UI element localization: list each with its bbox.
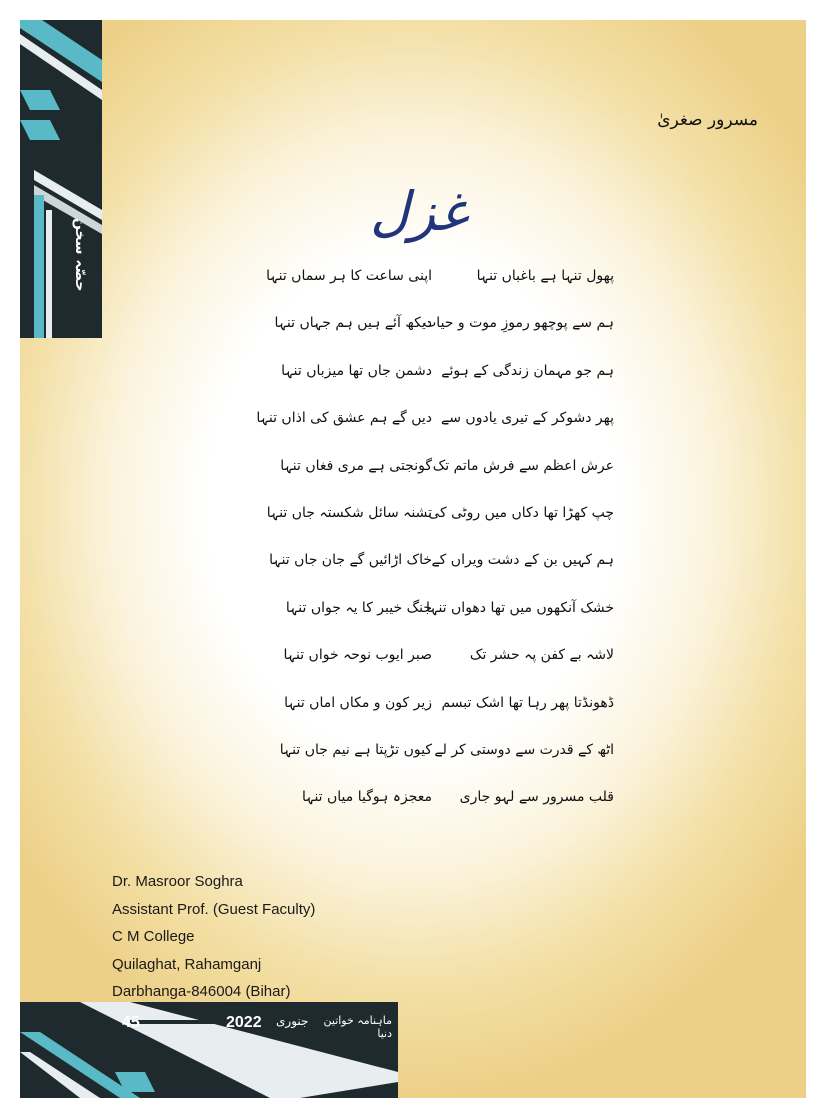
couplet bbox=[220, 552, 640, 599]
couplet bbox=[220, 742, 640, 789]
misra-second: گونجتی ہے مری فغاں تنہا bbox=[280, 457, 432, 474]
misra-first: قلب مسرور سے لہو جاری bbox=[459, 789, 614, 806]
misra-second: معجزہ ہوگیا میاں تنہا bbox=[301, 789, 432, 806]
misra-first: چپ کھڑا تھا دکاں میں روٹی کی bbox=[428, 504, 614, 521]
misra-second: کیوں تڑپتا ہے نیم جاں تنہا bbox=[279, 741, 432, 758]
misra-first: پھر دشوکر کے تیری یادوں سے bbox=[441, 410, 614, 427]
couplet bbox=[220, 789, 640, 836]
address-line-locality: Quilaghat, Rahamganj bbox=[112, 955, 262, 973]
misra-first: ڈھونڈتا پھر رہا تھا اشک تبسم bbox=[441, 694, 614, 711]
misra-second: دشمن جاں تھا میزباں تنہا bbox=[281, 362, 432, 379]
misra-first: ہم جو مہمان زندگی کے ہوئے bbox=[441, 362, 614, 379]
misra-first: ہم کہیں بن کے دشت ویراں کے bbox=[431, 552, 614, 569]
page bbox=[20, 20, 806, 1098]
section-banner bbox=[20, 20, 102, 338]
misra-second: تشنہ سائل شکستہ جاں تنہا bbox=[266, 504, 432, 521]
couplet bbox=[220, 315, 640, 362]
misra-second: صبر ایوب نوحہ خواں تنہا bbox=[283, 647, 432, 664]
misra-second: جنگ خیبر کا یہ جواں تنہا bbox=[285, 599, 432, 616]
misra-first: خشک آنکھوں میں تھا دھواں تنہا bbox=[425, 599, 614, 616]
ghazal-poem bbox=[220, 268, 640, 837]
address-line-city: Darbhanga-846004 (Bihar) bbox=[112, 983, 291, 1000]
couplet bbox=[220, 695, 640, 742]
ghazal-heading: غزل bbox=[370, 180, 468, 243]
misra-first: اٹھ کے قدرت سے دوستی کر لے bbox=[434, 741, 614, 758]
misra-second: زیر کون و مکاں اماں تنہا bbox=[284, 694, 432, 711]
address-line-name: Dr. Masroor Soghra bbox=[112, 873, 243, 890]
couplet bbox=[220, 647, 640, 694]
couplet bbox=[220, 600, 640, 647]
misra-first: ہم سے پوچھو رموزِ موت و حیات bbox=[423, 315, 614, 332]
page-number: 45 bbox=[122, 1014, 140, 1031]
couplet bbox=[220, 458, 640, 505]
couplet bbox=[220, 268, 640, 315]
poet-name: مسرور صغریٰ bbox=[657, 110, 758, 130]
misra-second: دیں گے ہم عشق کی اذاں تنہا bbox=[256, 410, 432, 427]
author-address bbox=[112, 868, 315, 1006]
issue-month: جنوری bbox=[276, 1014, 309, 1028]
misra-first: پھول تنہا ہے باغباں تنہا bbox=[476, 268, 614, 284]
issue-year: 2022 bbox=[226, 1014, 262, 1031]
couplet bbox=[220, 363, 640, 410]
address-line-college: C M College bbox=[112, 928, 195, 945]
magazine-name: ماہنامہ خواتین دنیا bbox=[323, 1014, 392, 1040]
couplet bbox=[220, 505, 640, 552]
misra-second: خاک اڑائیں گے جان جاں تنہا bbox=[269, 552, 432, 569]
misra-first: عرش اعظم سے فرش ماتم تک bbox=[432, 457, 614, 474]
misra-second: اپنی ساعت کا ہر سماں تنہا bbox=[266, 268, 432, 284]
misra-first: لاشہ بے کفن پہ حشر تک bbox=[469, 647, 614, 664]
address-line-title: Assistant Prof. (Guest Faculty) bbox=[112, 900, 316, 918]
section-title: حصّہ سخن bbox=[72, 218, 88, 292]
misra-second: دیکھ آئے ہیں ہم جہاں تنہا bbox=[274, 315, 432, 332]
couplet bbox=[220, 410, 640, 457]
